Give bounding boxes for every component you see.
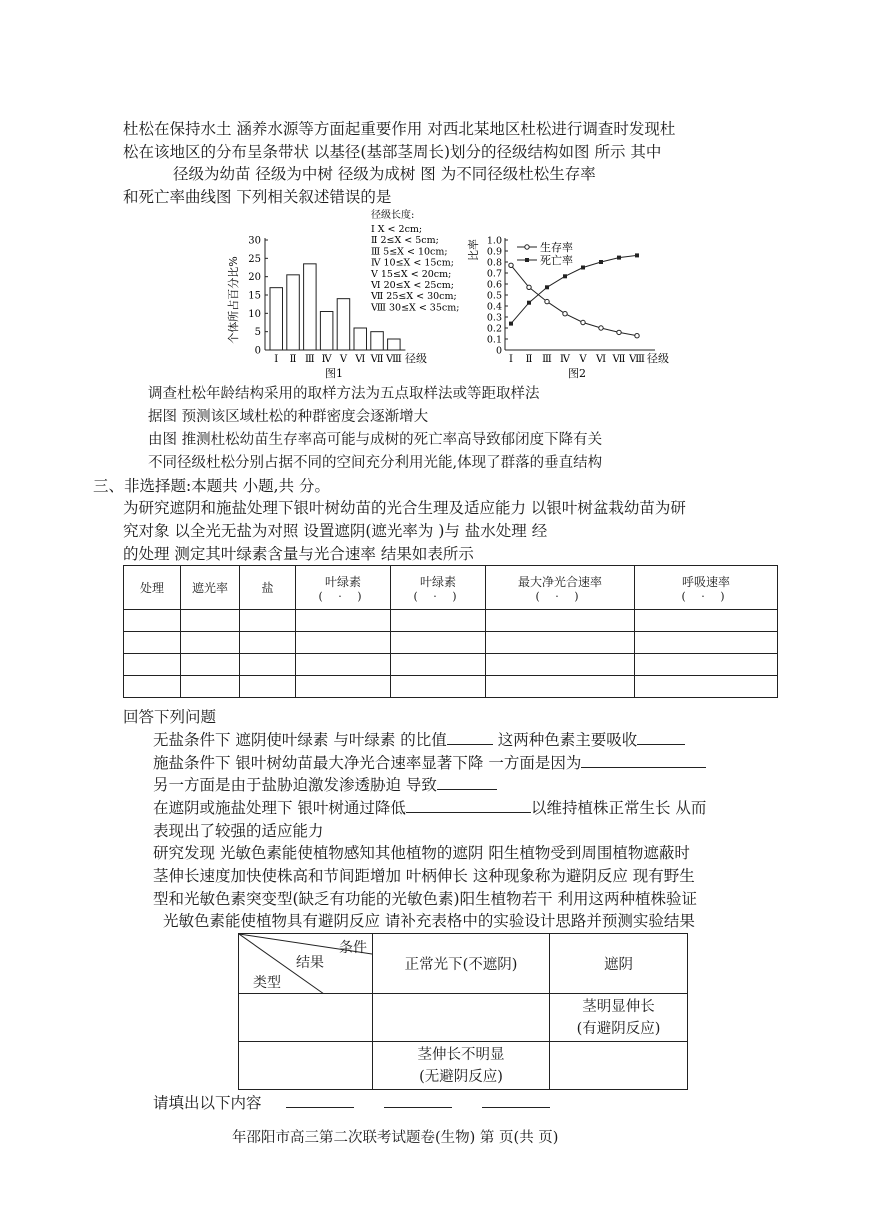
fig2-legend <box>517 240 573 267</box>
x-tick-label: Ⅰ <box>274 354 279 365</box>
fig1-xlabel: 径级 <box>405 352 427 365</box>
x-tick-label: Ⅱ <box>525 354 533 365</box>
paragraph-line: 径级为幼苗 径级为中树 径级为成树 图 为不同径级杜松生存率 <box>173 165 596 183</box>
legend-item: Ⅴ 15≤X < 20cm; <box>371 268 452 280</box>
y-tick-label: 0.6 <box>486 279 502 291</box>
th-treatment: 处理 <box>124 566 181 610</box>
x-tick-label: Ⅵ <box>595 354 607 365</box>
mortality-point <box>617 256 621 260</box>
th-chlorophyll-b: 叶绿素 ( · ) <box>391 566 486 610</box>
legend-mortality: 死亡率 <box>540 254 573 267</box>
legend-item: Ⅰ X < 2cm; <box>371 224 423 235</box>
legend-title: 径级长度: <box>371 210 415 221</box>
y-tick-label: 0.9 <box>486 246 502 258</box>
fill-line: 请填出以下内容 <box>153 1091 550 1113</box>
mortality-point <box>509 322 513 326</box>
mortality-point <box>635 253 639 257</box>
fig2-ylabel: 比率 <box>467 239 480 261</box>
th-salt: 盐 <box>240 566 296 610</box>
x-tick-label: Ⅳ <box>560 354 570 365</box>
y-tick-label: 0.8 <box>486 257 502 269</box>
answer-line: 型和光敏色素突变型(缺乏有功能的光敏色素)阳生植物若干 利用这两种植株验证 <box>153 890 698 908</box>
answer-line: 表现出了较强的适应能力 <box>153 822 324 840</box>
question-line: 究对象 以全光无盐为对照 设置遮阴(遮光率为 )与 盐水处理 经 <box>123 522 548 540</box>
answer-line: 另一方面是由于盐胁迫激发渗透胁迫 导致 <box>153 773 497 795</box>
col-shade: 遮阴 <box>550 934 688 994</box>
legend-item: Ⅶ 25≤X < 30cm; <box>371 291 457 303</box>
answer-line: 研究发现 光敏色素能使植物感知其他植物的遮阴 阳生植物受到周围植物遮蔽时 <box>153 844 690 862</box>
data-table <box>123 565 778 698</box>
experiment-table <box>238 933 688 1090</box>
x-tick-label: Ⅳ <box>321 354 332 365</box>
cell-stem-not-elongate: 茎伸长不明显 (无避阴反应) <box>373 1042 550 1090</box>
option-b: 据图 预测该区域杜松的种群密度会逐渐增大 <box>148 409 429 425</box>
y-tick-label: 5 <box>254 327 261 339</box>
x-tick-label: Ⅵ <box>355 354 366 365</box>
x-tick-label: Ⅰ <box>509 354 513 365</box>
diagonal-header-cell <box>239 934 373 994</box>
bar <box>371 332 384 350</box>
option-a: 调查杜松年龄结构采用的取样方法为五点取样法或等距取样法 <box>148 386 540 402</box>
mortality-point <box>545 285 549 289</box>
survival-point <box>545 299 549 303</box>
mortality-point <box>599 260 603 264</box>
diag-type: 类型 <box>253 975 281 991</box>
mortality-point <box>527 301 531 305</box>
th-chlorophyll-a: 叶绿素 ( · ) <box>296 566 391 610</box>
fig2-caption: 图2 <box>568 367 586 380</box>
x-tick-label: Ⅷ <box>385 354 402 365</box>
survival-point <box>617 330 621 334</box>
legend-item: Ⅳ 10≤X < 15cm; <box>371 257 454 269</box>
option-d: 不同径级杜松分别占据不同的空间充分利用光能,体现了群落的垂直结构 <box>148 455 603 471</box>
y-tick-label: 0.2 <box>486 323 502 335</box>
legend-item: Ⅱ 2≤X < 5cm; <box>371 235 439 247</box>
table-row <box>124 632 778 654</box>
question-line: 的处理 测定其叶绿素含量与光合速率 结果如表所示 <box>123 545 474 563</box>
x-tick-label: Ⅱ <box>289 354 297 365</box>
section-title: 三、非选择题:本题共 小题,共 分。 <box>93 477 331 495</box>
answer-line: 施盐条件下 银叶树幼苗最大净光合速率显著下降 一方面是因为 <box>153 751 706 773</box>
series-line-survival <box>511 265 637 335</box>
survival-point <box>599 326 603 330</box>
th-respiration: 呼吸速率 ( · ) <box>635 566 778 610</box>
y-tick-label: 0.5 <box>486 290 502 302</box>
y-tick-label: 0.4 <box>486 301 502 313</box>
y-tick-label: 25 <box>248 253 261 265</box>
th-shading: 遮光率 <box>181 566 240 610</box>
legend-survival: 生存率 <box>540 241 573 254</box>
paragraph-line: 和死亡率曲线图 下列相关叙述错误的是 <box>123 188 392 206</box>
table-row <box>124 676 778 698</box>
answer-line: 光敏色素能使植物具有避阴反应 请补充表格中的实验设计思路并预测实验结果 <box>163 912 695 930</box>
bar <box>304 264 317 350</box>
answer-line: 在遮阴或施盐处理下 银叶树通过降低 以维持植株正常生长 从而 <box>153 799 707 817</box>
figure-2-line-chart <box>465 205 690 385</box>
mortality-point <box>581 266 585 270</box>
page-footer: 年邵阳市高三第二次联考试题卷(生物) 第 页(共 页) <box>232 1130 559 1146</box>
y-tick-label: 0 <box>254 345 261 357</box>
bar <box>354 328 367 350</box>
survival-point <box>635 334 639 338</box>
th-max-photosynthesis: 最大净光合速率 ( · ) <box>486 566 635 610</box>
fig2-xlabel: 径级 <box>647 352 669 365</box>
mortality-point <box>563 274 567 278</box>
x-tick-label: Ⅲ <box>305 354 315 365</box>
question-line: 为研究遮阴和施盐处理下银叶树幼苗的光合生理及适应能力 以银叶树盆栽幼苗为研 <box>123 499 686 517</box>
y-tick-label: 15 <box>248 290 261 302</box>
y-tick-label: 0.3 <box>486 312 502 324</box>
table-row <box>124 610 778 632</box>
y-tick-label: 1.0 <box>486 235 502 247</box>
bar <box>270 288 283 350</box>
x-tick-label: Ⅷ <box>629 354 645 365</box>
x-tick-label: Ⅴ <box>339 354 348 365</box>
x-tick-label: Ⅲ <box>542 354 552 365</box>
cell-stem-elongate: 茎明显伸长 (有避阴反应) <box>550 994 688 1042</box>
y-tick-label: 0 <box>495 345 502 357</box>
x-tick-label: Ⅴ <box>579 354 587 365</box>
answer-line: 无盐条件下 遮阴使叶绿素 与叶绿素 的比值 这两种色素主要吸收 <box>153 728 685 750</box>
answer-line: 茎伸长速度加快使株高和节间距增加 叶柄伸长 这种现象称为避阴反应 现有野生 <box>153 867 695 885</box>
legend-item: Ⅲ 5≤X < 10cm; <box>371 246 448 258</box>
bar <box>337 299 350 350</box>
y-tick-label: 30 <box>248 235 261 247</box>
diag-condition: 条件 <box>339 940 367 956</box>
survival-point <box>527 285 531 289</box>
fig1-ylabel: 个体所占百分比% <box>227 256 240 344</box>
diag-result: 结果 <box>296 955 324 971</box>
legend-item: Ⅵ 20≤X < 25cm; <box>371 280 455 291</box>
x-tick-label: Ⅶ <box>370 354 384 365</box>
bar <box>388 339 401 350</box>
figure-1-bar-chart <box>225 205 475 385</box>
y-tick-label: 20 <box>248 272 261 284</box>
paragraph-line: 松在该地区的分布呈条带状 以基径(基部茎周长)划分的径级结构如图 所示 其中 <box>123 143 662 161</box>
bar <box>287 275 300 350</box>
table-row <box>124 654 778 676</box>
survival-point <box>563 312 567 316</box>
survival-point <box>509 263 513 267</box>
survival-point <box>581 320 585 324</box>
answer-intro: 回答下列问题 <box>123 708 217 726</box>
legend-item: Ⅷ 30≤X < 35cm; <box>371 302 460 314</box>
y-tick-label: 0.7 <box>486 268 502 280</box>
option-c: 由图 推测杜松幼苗生存率高可能与成树的死亡率高导致郁闭度下降有关 <box>148 432 603 448</box>
y-tick-label: 0.1 <box>486 334 502 346</box>
x-tick-label: Ⅶ <box>612 354 626 365</box>
y-tick-label: 10 <box>248 308 261 320</box>
col-normal-light: 正常光下(不遮阴) <box>373 934 550 994</box>
fig1-caption: 图1 <box>325 367 343 380</box>
bar <box>320 312 333 351</box>
paragraph-line: 杜松在保持水土 涵养水源等方面起重要作用 对西北某地区杜松进行调查时发现杜 <box>123 120 676 138</box>
